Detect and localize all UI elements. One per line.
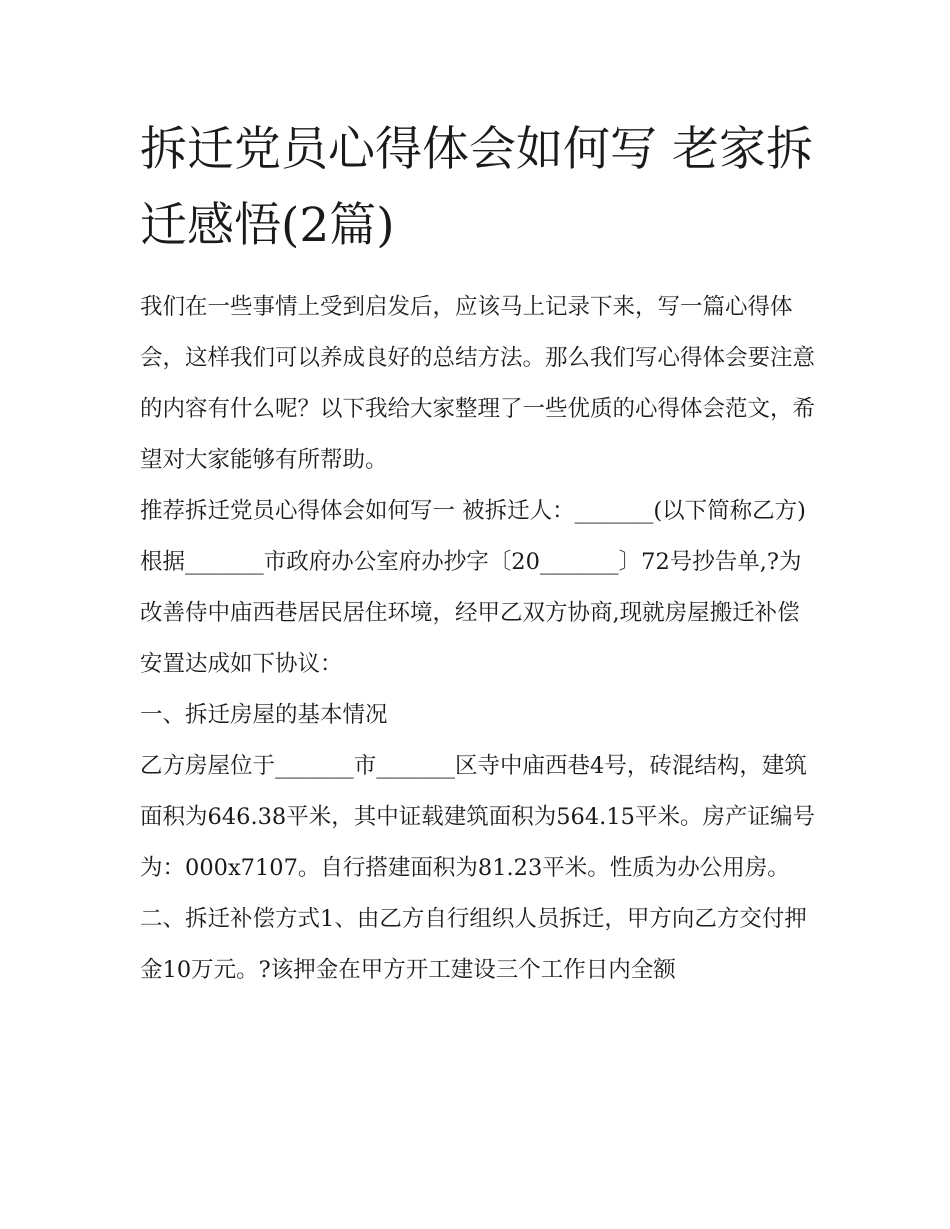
section-heading-1: 一、拆迁房屋的基本情况 [140,702,388,728]
basis-paragraph: 根据_______市政府办公室府办抄字〔20_______〕72号抄告单,?为改善侍中庙西巷居民居住环境，经甲乙双方协商,现就房屋搬迁补偿安置达成如下协议： [140,549,802,677]
recommend-paragraph: 推荐拆迁党员心得体会如何写一 被拆迁人：_______(以下简称乙方) [140,498,806,524]
intro-paragraph: 我们在一些事情上受到启发后，应该马上记录下来，写一篇心得体会，这样我们可以养成良好的总结方法。那么我们写心得体会要注意的内容有什么呢？以下我给大家整理了一些优质的心得体会范文，希望对大家能够有所帮助。 [140,294,816,473]
property-paragraph: 乙方房屋位于_______市_______区寺中庙西巷4号，砖混结构，建筑面积为646.38平米，其中证载建筑面积为564.15平米。房产证编号为：000x7107。自行搭建面积为81.23平米。性质为办公用房。 [140,753,815,881]
compensation-paragraph: 二、拆迁补偿方式1、由乙方自行组织人员拆迁，甲方向乙方交付押金10万元。?该押金在甲方开工建设三个工作日内全额 [140,906,807,983]
document-body [140,282,820,996]
document-title: 拆迁党员心得体会如何写 老家拆迁感悟(2篇) [140,122,813,253]
